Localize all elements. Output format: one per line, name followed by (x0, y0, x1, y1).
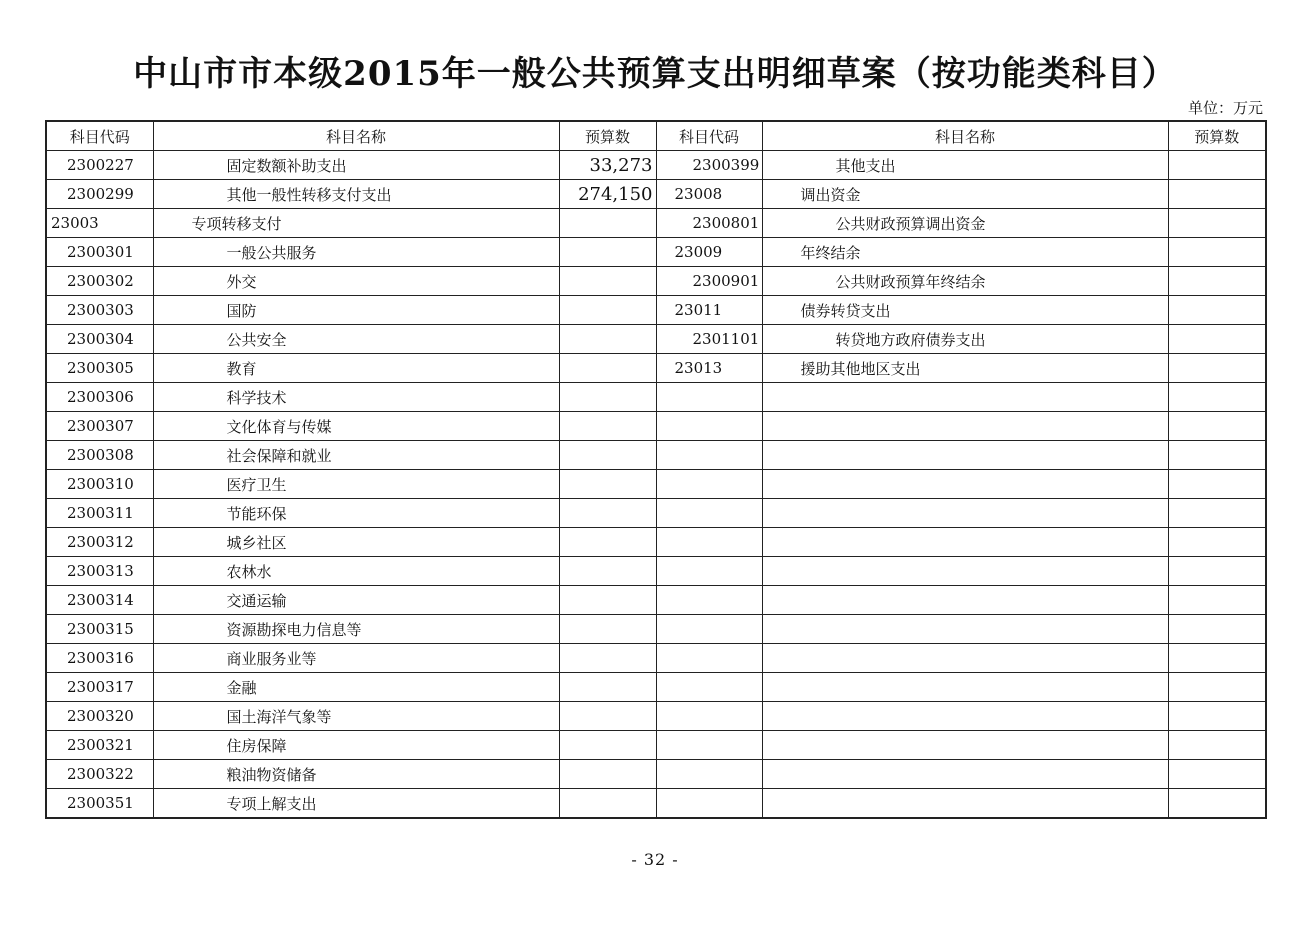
page-title: 中山市市本级2015年一般公共预算支出明细草案（按功能类科目） (133, 54, 1177, 94)
left-amount-cell (559, 586, 656, 615)
right-code-cell (656, 644, 762, 673)
left-code-cell: 2300320 (46, 702, 153, 731)
right-code-cell (656, 731, 762, 760)
right-code-cell: 23013 (656, 354, 762, 383)
unit-label: 单位：万元 (1187, 99, 1263, 117)
left-code-cell: 2300351 (46, 789, 153, 819)
left-name-cell: 国防 (153, 296, 559, 325)
left-name-cell: 外交 (153, 267, 559, 296)
left-name-cell: 科学技术 (153, 383, 559, 412)
right-name-cell: 转贷地方政府债券支出 (762, 325, 1168, 354)
right-code-cell (656, 789, 762, 819)
right-amount-cell (1168, 151, 1266, 180)
left-code-cell: 2300315 (46, 615, 153, 644)
left-code-cell: 2300312 (46, 528, 153, 557)
table-row (46, 760, 1266, 789)
left-amount-cell (559, 644, 656, 673)
right-code-cell (656, 615, 762, 644)
page-number: - 32 - (631, 850, 679, 869)
left-code-cell: 2300304 (46, 325, 153, 354)
right-name-cell: 援助其他地区支出 (762, 354, 1168, 383)
table-row (46, 267, 1266, 296)
right-amount-cell (1168, 499, 1266, 528)
left-amount-cell (559, 615, 656, 644)
right-name-cell (762, 528, 1168, 557)
left-name-cell: 金融 (153, 673, 559, 702)
left-name-cell: 教育 (153, 354, 559, 383)
table-row (46, 528, 1266, 557)
header-left-code: 科目代码 (46, 121, 153, 151)
right-amount-cell (1168, 325, 1266, 354)
right-name-cell (762, 441, 1168, 470)
left-code-cell: 2300313 (46, 557, 153, 586)
table-row (46, 296, 1266, 325)
right-name-cell: 债券转贷支出 (762, 296, 1168, 325)
right-amount-cell (1168, 470, 1266, 499)
table-header-row (46, 121, 1266, 151)
left-name-cell: 专项转移支付 (153, 209, 559, 238)
left-amount-cell (559, 789, 656, 819)
left-name-cell: 住房保障 (153, 731, 559, 760)
right-code-cell (656, 760, 762, 789)
right-amount-cell (1168, 383, 1266, 412)
table-row (46, 499, 1266, 528)
table-row (46, 325, 1266, 354)
right-name-cell (762, 383, 1168, 412)
left-name-cell: 节能环保 (153, 499, 559, 528)
left-name-cell: 文化体育与传媒 (153, 412, 559, 441)
left-name-cell: 国土海洋气象等 (153, 702, 559, 731)
header-right-code: 科目代码 (656, 121, 762, 151)
table-row (46, 412, 1266, 441)
right-code-cell (656, 412, 762, 441)
header-left-name: 科目名称 (153, 121, 559, 151)
right-name-cell (762, 702, 1168, 731)
table-row (46, 441, 1266, 470)
right-code-cell (656, 528, 762, 557)
left-amount-cell (559, 557, 656, 586)
left-amount-cell (559, 441, 656, 470)
right-code-cell: 2300399 (656, 151, 762, 180)
left-name-cell: 城乡社区 (153, 528, 559, 557)
left-amount-cell (559, 267, 656, 296)
table-row (46, 209, 1266, 238)
left-amount-cell (559, 702, 656, 731)
right-amount-cell (1168, 238, 1266, 267)
right-name-cell (762, 673, 1168, 702)
right-code-cell (656, 499, 762, 528)
left-name-cell: 商业服务业等 (153, 644, 559, 673)
right-amount-cell (1168, 644, 1266, 673)
right-amount-cell (1168, 267, 1266, 296)
left-name-cell: 社会保障和就业 (153, 441, 559, 470)
left-amount-cell (559, 412, 656, 441)
table-row (46, 644, 1266, 673)
right-amount-cell (1168, 673, 1266, 702)
right-amount-cell (1168, 209, 1266, 238)
left-code-cell: 2300311 (46, 499, 153, 528)
left-amount-cell (559, 760, 656, 789)
right-code-cell (656, 383, 762, 412)
right-code-cell (656, 470, 762, 499)
left-code-cell: 2300316 (46, 644, 153, 673)
right-name-cell: 公共财政预算调出资金 (762, 209, 1168, 238)
table-row (46, 470, 1266, 499)
left-name-cell: 农林水 (153, 557, 559, 586)
right-code-cell: 2301101 (656, 325, 762, 354)
right-code-cell: 2300901 (656, 267, 762, 296)
left-name-cell: 公共安全 (153, 325, 559, 354)
right-name-cell (762, 557, 1168, 586)
right-amount-cell (1168, 412, 1266, 441)
left-amount-cell (559, 673, 656, 702)
right-name-cell (762, 412, 1168, 441)
right-name-cell (762, 586, 1168, 615)
right-code-cell (656, 586, 762, 615)
table-row (46, 383, 1266, 412)
left-code-cell: 2300305 (46, 354, 153, 383)
right-code-cell: 23009 (656, 238, 762, 267)
left-name-cell: 医疗卫生 (153, 470, 559, 499)
right-name-cell (762, 789, 1168, 819)
left-name-cell: 资源勘探电力信息等 (153, 615, 559, 644)
left-amount-cell: 33,273 (559, 151, 656, 180)
right-code-cell (656, 673, 762, 702)
left-code-cell: 2300227 (46, 151, 153, 180)
right-code-cell: 2300801 (656, 209, 762, 238)
left-amount-cell (559, 325, 656, 354)
left-name-cell: 固定数额补助支出 (153, 151, 559, 180)
left-code-cell: 2300306 (46, 383, 153, 412)
right-amount-cell (1168, 760, 1266, 789)
right-name-cell (762, 731, 1168, 760)
left-code-cell: 2300301 (46, 238, 153, 267)
right-amount-cell (1168, 354, 1266, 383)
left-code-cell: 2300310 (46, 470, 153, 499)
right-name-cell (762, 644, 1168, 673)
table-row (46, 615, 1266, 644)
left-code-cell: 23003 (46, 209, 153, 238)
left-amount-cell: 274,150 (559, 180, 656, 209)
left-code-cell: 2300303 (46, 296, 153, 325)
right-code-cell (656, 702, 762, 731)
table-row (46, 789, 1266, 819)
right-code-cell: 23011 (656, 296, 762, 325)
header-left-amount: 预算数 (559, 121, 656, 151)
left-name-cell: 专项上解支出 (153, 789, 559, 819)
right-amount-cell (1168, 528, 1266, 557)
table-row (46, 354, 1266, 383)
right-name-cell: 调出资金 (762, 180, 1168, 209)
left-amount-cell (559, 209, 656, 238)
left-amount-cell (559, 731, 656, 760)
right-name-cell: 年终结余 (762, 238, 1168, 267)
left-amount-cell (559, 354, 656, 383)
left-code-cell: 2300307 (46, 412, 153, 441)
left-code-cell: 2300321 (46, 731, 153, 760)
left-amount-cell (559, 470, 656, 499)
header-right-name: 科目名称 (762, 121, 1168, 151)
table-row (46, 557, 1266, 586)
table-row (46, 702, 1266, 731)
left-code-cell: 2300314 (46, 586, 153, 615)
left-amount-cell (559, 528, 656, 557)
table-row (46, 731, 1266, 760)
left-name-cell: 交通运输 (153, 586, 559, 615)
table-row (46, 151, 1266, 180)
right-code-cell (656, 441, 762, 470)
header-right-amount: 预算数 (1168, 121, 1266, 151)
left-amount-cell (559, 383, 656, 412)
right-amount-cell (1168, 586, 1266, 615)
right-amount-cell (1168, 702, 1266, 731)
right-name-cell (762, 760, 1168, 789)
right-code-cell (656, 557, 762, 586)
left-amount-cell (559, 238, 656, 267)
table-row (46, 673, 1266, 702)
table-row (46, 180, 1266, 209)
right-amount-cell (1168, 731, 1266, 760)
left-code-cell: 2300299 (46, 180, 153, 209)
left-code-cell: 2300322 (46, 760, 153, 789)
right-amount-cell (1168, 441, 1266, 470)
left-amount-cell (559, 296, 656, 325)
right-amount-cell (1168, 180, 1266, 209)
left-amount-cell (559, 499, 656, 528)
budget-table (45, 120, 1267, 819)
table-row (46, 238, 1266, 267)
right-amount-cell (1168, 296, 1266, 325)
right-amount-cell (1168, 557, 1266, 586)
table-row (46, 586, 1266, 615)
right-name-cell: 其他支出 (762, 151, 1168, 180)
right-name-cell: 公共财政预算年终结余 (762, 267, 1168, 296)
left-code-cell: 2300302 (46, 267, 153, 296)
left-name-cell: 其他一般性转移支付支出 (153, 180, 559, 209)
right-name-cell (762, 615, 1168, 644)
left-code-cell: 2300317 (46, 673, 153, 702)
left-name-cell: 一般公共服务 (153, 238, 559, 267)
right-name-cell (762, 470, 1168, 499)
right-amount-cell (1168, 615, 1266, 644)
left-code-cell: 2300308 (46, 441, 153, 470)
right-amount-cell (1168, 789, 1266, 819)
right-name-cell (762, 499, 1168, 528)
left-name-cell: 粮油物资储备 (153, 760, 559, 789)
right-code-cell: 23008 (656, 180, 762, 209)
